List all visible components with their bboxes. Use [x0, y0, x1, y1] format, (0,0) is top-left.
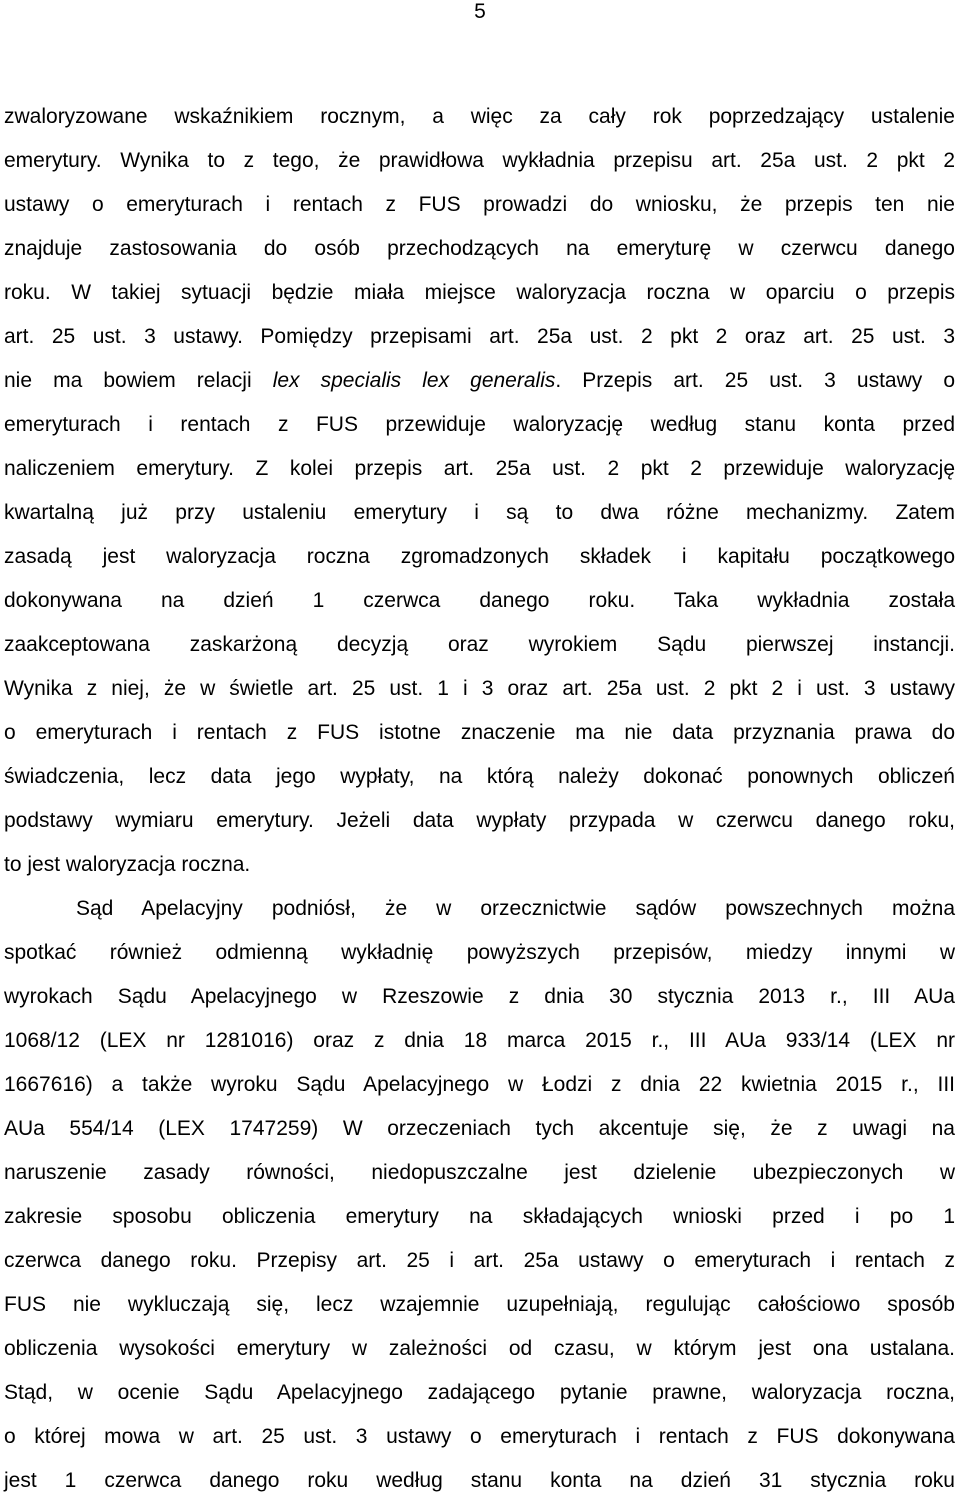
text-segment: nie ma bowiem relacji [4, 369, 273, 392]
document-body [4, 95, 955, 1503]
text-segment: . Przepis art. 25 ust. 3 ustawy o [555, 369, 956, 392]
text-line: AUa 554/14 (LEX 1747259) W orzeczeniach tych akcentuje się, że z uwagi na [4, 1117, 955, 1140]
text-line: o której mowa w art. 25 ust. 3 ustawy o emeryturach i rentach z FUS dokonywana [4, 1425, 955, 1448]
text-line: zasadą jest waloryzacja roczna zgromadzonych składek i kapitału początkowego [4, 545, 955, 568]
text-line: o emeryturach i rentach z FUS istotne znaczenie ma nie data przyznania prawa do [4, 721, 955, 744]
text-line: FUS nie wykluczają się, lecz wzajemnie uzupełniają, regulując całościowo sposób [4, 1293, 955, 1316]
text-line: znajduje zastosowania do osób przechodzących na emeryturę w czerwcu danego [4, 237, 955, 260]
text-line: 1068/12 (LEX nr 1281016) oraz z dnia 18 marca 2015 r., III AUa 933/14 (LEX nr [4, 1029, 955, 1052]
text-line: podstawy wymiaru emerytury. Jeżeli data wypłaty przypada w czerwcu danego roku, [4, 809, 955, 832]
text-line: dokonywana na dzień 1 czerwca danego roku. Taka wykładnia została [4, 589, 955, 612]
text-line: art. 25 ust. 3 ustawy. Pomiędzy przepisami art. 25a ust. 2 pkt 2 oraz art. 25 ust. 3 [4, 325, 955, 348]
text-line: czerwca danego roku. Przepisy art. 25 i art. 25a ustawy o emeryturach i rentach z [4, 1249, 955, 1272]
text-line: naliczeniem emerytury. Z kolei przepis art. 25a ust. 2 pkt 2 przewiduje waloryzację [4, 457, 955, 480]
page-number: 5 [474, 0, 486, 23]
text-line: zaakceptowana zaskarżoną decyzją oraz wyrokiem Sądu pierwszej instancji. [4, 633, 955, 656]
text-line: kwartalną już przy ustaleniu emerytury i są to dwa różne mechanizmy. Zatem [4, 501, 955, 524]
text-line: Stąd, w ocenie Sądu Apelacyjnego zadającego pytanie prawne, waloryzacja roczna, [4, 1381, 955, 1404]
text-line: wyrokach Sądu Apelacyjnego w Rzeszowie z dnia 30 stycznia 2013 r., III AUa [4, 985, 955, 1008]
text-line-with-italic [4, 359, 955, 403]
text-line: świadczenia, lecz data jego wypłaty, na którą należy dokonać ponownych obliczeń [4, 765, 955, 788]
text-line: emerytury. Wynika to z tego, że prawidłowa wykładnia przepisu art. 25a ust. 2 pkt 2 [4, 149, 955, 172]
text-line: zwaloryzowane wskaźnikiem rocznym, a więc za cały rok poprzedzający ustalenie [4, 105, 955, 128]
text-line: obliczenia wysokości emerytury w zależności od czasu, w którym jest ona ustalana. [4, 1337, 955, 1360]
text-line: spotkać również odmienną wykładnię powyższych przepisów, miedzy innymi w [4, 941, 955, 964]
text-line: naruszenie zasady równości, niedopuszczalne jest dzielenie ubezpieczonych w [4, 1161, 955, 1184]
text-line: to jest waloryzacja roczna. [4, 853, 251, 876]
text-line: Wynika z niej, że w świetle art. 25 ust. 1 i 3 oraz art. 25a ust. 2 pkt 2 i ust. 3 ustawy [4, 677, 955, 700]
text-line: emeryturach i rentach z FUS przewiduje waloryzację według stanu konta przed [4, 413, 955, 436]
text-line: zakresie sposobu obliczenia emerytury na składających wnioski przed i po 1 [4, 1205, 955, 1228]
text-line: jest 1 czerwca danego roku według stanu konta na dzień 31 stycznia roku [4, 1469, 955, 1492]
text-line: ustawy o emeryturach i rentach z FUS prowadzi do wniosku, że przepis ten nie [4, 193, 955, 216]
text-line: Sąd Apelacyjny podniósł, że w orzecznictwie sądów powszechnych można [76, 897, 955, 920]
italic-latin-phrase: lex specialis lex generalis [272, 369, 556, 392]
text-line: roku. W takiej sytuacji będzie miała miejsce waloryzacja roczna w oparciu o przepis [4, 281, 955, 304]
text-line: 1667616) a także wyroku Sądu Apelacyjnego w Łodzi z dnia 22 kwietnia 2015 r., III [4, 1073, 955, 1096]
paragraph-1 [4, 95, 955, 887]
paragraph-2 [4, 887, 955, 1503]
